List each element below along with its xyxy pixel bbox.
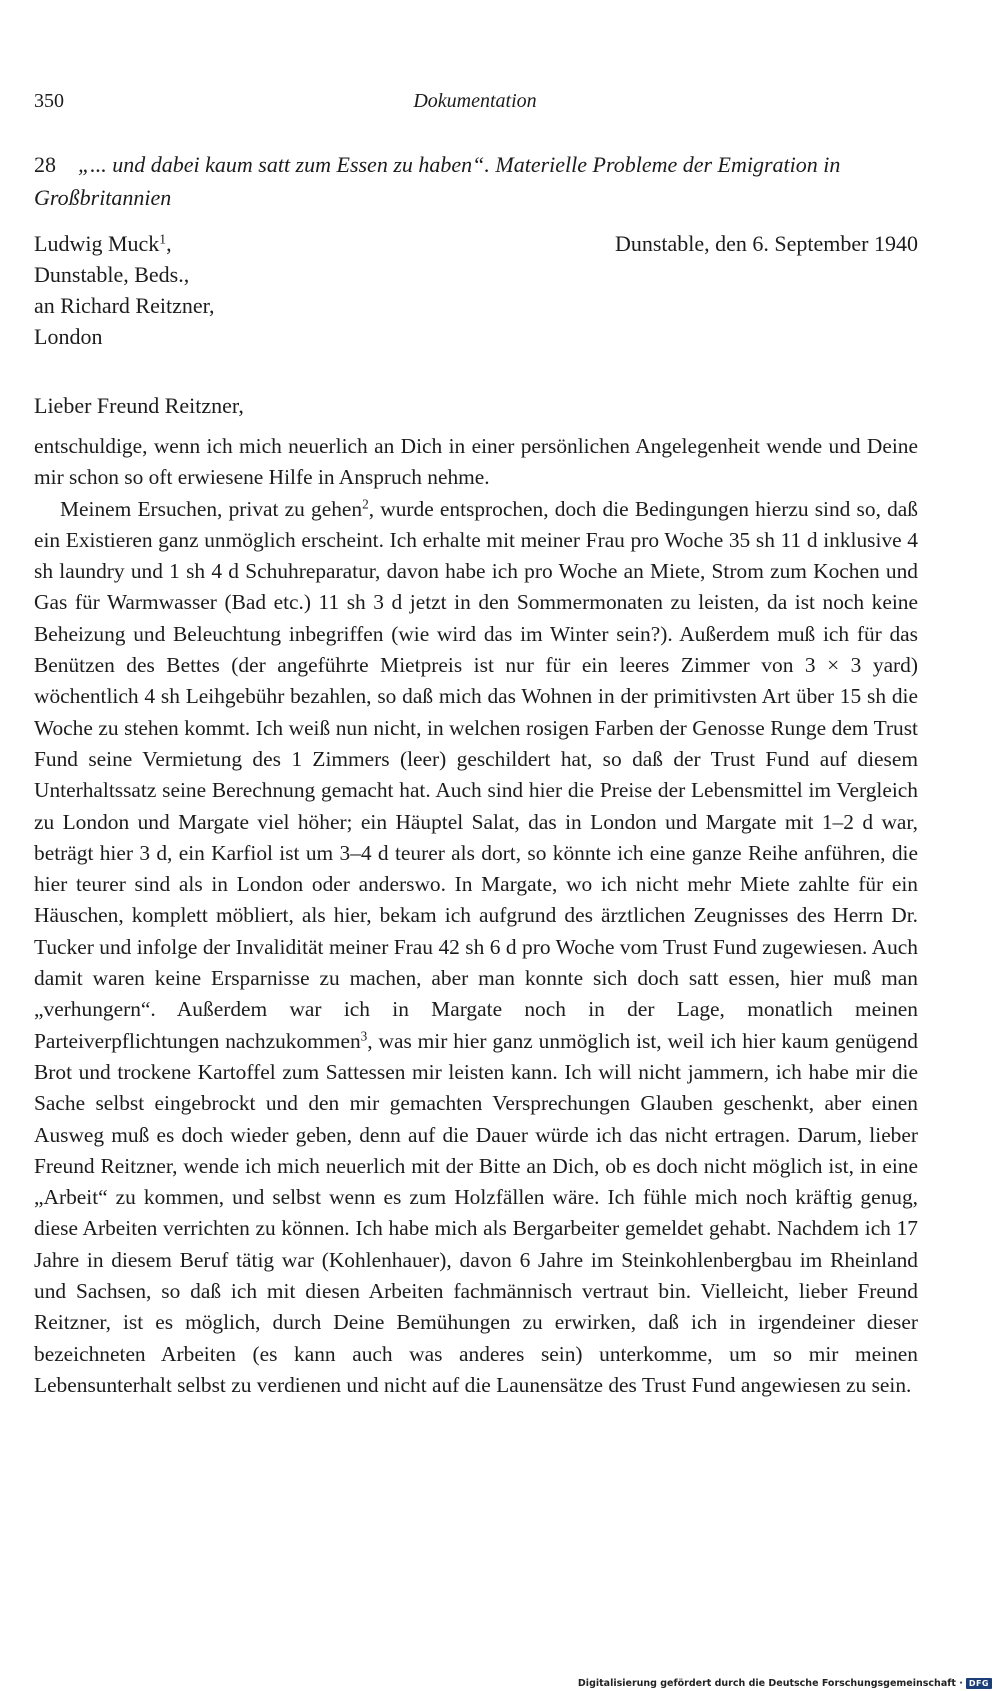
- document-number: 28: [34, 152, 56, 177]
- footnote-marker-1: 1: [159, 231, 167, 247]
- dfg-logo-icon: DFG: [966, 1678, 992, 1689]
- document-title: „... und dabei kaum satt zum Essen zu haben“. Materielle Probleme der Emigration in Großbritannien: [34, 152, 841, 210]
- running-title: Dokumentation: [413, 90, 537, 112]
- footnote-marker-2: 2: [362, 496, 369, 512]
- sender-location: Dunstable, Beds.,: [34, 262, 190, 287]
- page-header: [34, 90, 916, 120]
- footnote-marker-3: 3: [360, 1028, 368, 1044]
- salutation: Lieber Freund Reitzner,: [34, 393, 244, 418]
- paragraph-2-part-2: , wurde entsprochen, doch die Bedingungen hierzu sind so, daß ein Existieren ganz unmöglich erscheint. Ich erhalte mit meiner Frau pro Woche 35 sh 11 d inklusive 4 sh laundry und 1 sh 4 d Schuhreparatur, davon habe ich pro Woche an Miete, Strom zum Kochen und Gas für Warmwasser (Bad etc.) 11 sh 3 d jetzt in den Sommermonaten zu leisten, da ist noch keine Beheizung und Beleuchtung inbegriffen (wie wird das im Winter sein?). Außerdem muß ich für das Benützen des Bettes (der angeführte Mietpreis ist nur für ein leeres Zimmer von 3 × 3 yard) wöchentlich 4 sh Leihgebühr bezahlen, so daß mich das Wohnen in der primitivsten Art über 15 sh die Woche zu stehen kommt. Ich weiß nun nicht, in welchen rosigen Farben der Genosse Runge dem Trust Fund seine Vermietung des 1 Zimmers (leer) geschildert hat, so daß der Trust Fund auf diesem Unterhaltssatz seine Berechnung gemacht hat. Auch sind hier die Preise der Lebensmittel im Vergleich zu London und Margate viel höher; ein Häuptel Salat, das in London und Margate mit 1–2 d war, beträgt hier 3 d, ein Karfiol ist um 3–4 d teurer als dort, so könnte ich eine ganze Reihe anführen, die hier teurer sind als in London oder anderswo. In Margate, wo ich nicht mehr Miete zahlte für ein Häuschen, komplett möbliert, als hier, bekam ich aufgrund des ärztlichen Zeugnisses des Herrn Dr. Tucker und infolge der Invalidität meiner Frau 42 sh 6 d pro Woche vom Trust Fund zugewiesen. Auch damit waren keine Ersparnisse zu machen, aber man konnte sich doch satt essen, hier muß man „verhungern“. Außerdem war ich in Margate noch in der Lage, monatlich meinen Parteiverpflichtungen nachzukommen: [34, 496, 918, 1053]
- paragraph-2-part-1: Meinem Ersuchen, privat zu gehen: [60, 496, 363, 521]
- digitization-credit: [578, 1678, 992, 1689]
- paragraph-1: entschuldige, wenn ich mich neuerlich an Dich in einer persönlichen Angelegenheit wende und Deine mir schon so oft erwiesene Hilfe in Anspruch nehme.: [34, 434, 918, 490]
- sender-line: Ludwig Muck$^1$,: [34, 231, 172, 256]
- address-block: [34, 228, 215, 352]
- paragraph-2: [34, 494, 918, 1402]
- sender-name: Ludwig Muck: [34, 231, 160, 256]
- document-heading: [34, 148, 918, 214]
- page-number: 350: [34, 90, 64, 112]
- credit-text: Digitalisierung gefördert durch die Deutsche Forschungsgemeinschaft ·: [577, 1678, 963, 1689]
- place-and-date: Dunstable, den 6. September 1940: [614, 231, 918, 256]
- recipient-city: London: [34, 324, 103, 349]
- letter-body: [34, 431, 918, 1401]
- paragraph-2-part-3: , was mir hier ganz unmöglich ist, weil ich hier kaum genügend Brot und trockene Kartoffel zum Sattessen mir leisten kann. Ich will nicht jammern, ich habe mir die Sache selbst eingebrockt und den mir gemachten Versprechungen Glauben geschenkt, aber einen Ausweg muß es doch wieder geben, denn auf die Dauer würde ich das nicht ertragen. Darum, lieber Freund Reitzner, wende ich mich neuerlich mit der Bitte an Dich, ob es doch nicht möglich ist, in eine „Arbeit“ zu kommen, und selbst wenn es zum Holzfällen wäre. Ich fühle mich noch kräftig genug, diese Arbeiten verrichten zu können. Ich habe mich als Bergarbeiter gemeldet gehabt. Nachdem ich 17 Jahre in diesem Beruf tätig war (Kohlenhauer), davon 6 Jahre im Steinkohlenbergbau im Rheinland und Sachsen, so daß ich mit diesen Arbeiten fachmännisch vertraut bin. Vielleicht, lieber Freund Reitzner, ist es möglich, durch Deine Bemühungen zu erwirken, daß ich in irgendeiner dieser bezeichneten Arbeiten (es kann auch was anderes sein) unterkomme, um so mir meinen Lebensunterhalt selbst zu verdienen und nicht auf die Launensätze des Trust Fund angewiesen zu sein.: [34, 1028, 918, 1397]
- recipient-name: an Richard Reitzner,: [34, 293, 215, 318]
